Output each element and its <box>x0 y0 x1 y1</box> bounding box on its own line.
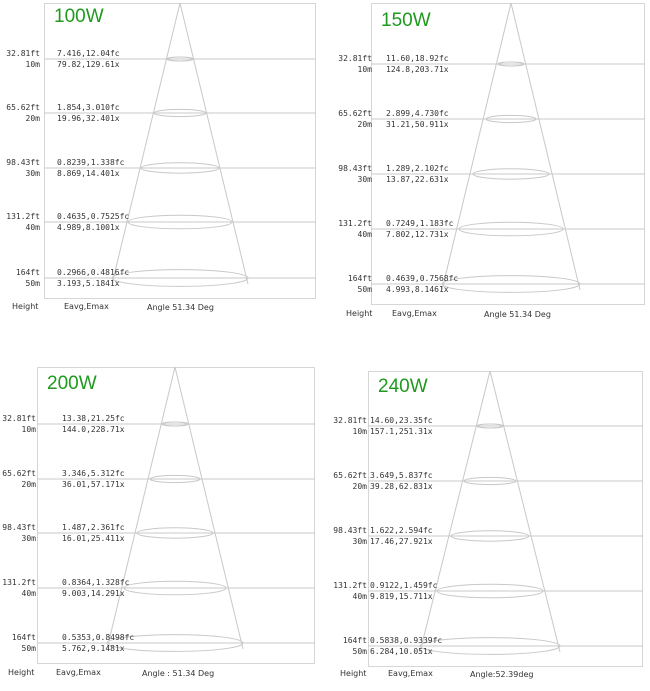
height-m-label: 20m <box>25 114 40 123</box>
illuminance-fc-label: 0.4639,0.7568fc <box>386 274 459 283</box>
height-ft-label: 32.81ft <box>333 416 367 425</box>
height-ft-label: 65.62ft <box>333 471 367 480</box>
wattage-title: 200W <box>47 373 97 394</box>
height-ft-label: 164ft <box>347 274 372 283</box>
illuminance-lx-label: 5.762,9.1481x <box>62 644 125 653</box>
height-ft-label: 164ft <box>342 636 367 645</box>
illuminance-fc-label: 0.8364,1.328fc <box>62 578 130 587</box>
height-ft-label: 164ft <box>15 268 40 277</box>
eavg-emax-column-label: Eavg,Emax <box>64 302 109 311</box>
height-ft-label: 164ft <box>11 633 36 642</box>
height-ft-label: 131.2ft <box>2 578 36 587</box>
illuminance-lx-label: 31.21,50.911x <box>386 120 449 129</box>
height-ft-label: 131.2ft <box>338 219 372 228</box>
height-column-label: Height <box>12 302 39 311</box>
height-m-label: 10m <box>357 65 372 74</box>
height-m-label: 50m <box>21 644 36 653</box>
height-m-label: 50m <box>352 647 367 656</box>
illuminance-fc-label: 11.60,18.92fc <box>386 54 449 63</box>
illuminance-lx-label: 8.869,14.401x <box>57 169 120 178</box>
height-ft-label: 98.43ft <box>6 158 40 167</box>
wattage-title: 240W <box>378 376 428 397</box>
height-m-label: 40m <box>352 592 367 601</box>
eavg-emax-column-label: Eavg,Emax <box>392 309 437 318</box>
height-column-label: Height <box>340 669 367 678</box>
height-ft-label: 98.43ft <box>2 523 36 532</box>
illuminance-fc-label: 1.289,2.102fc <box>386 164 449 173</box>
height-m-label: 20m <box>357 120 372 129</box>
illuminance-fc-label: 0.2966,0.4816fc <box>57 268 130 277</box>
illuminance-fc-label: 2.899,4.730fc <box>386 109 449 118</box>
illuminance-lx-label: 79.82,129.61x <box>57 60 120 69</box>
beam-angle-label: Angle : 51.34 Deg <box>142 669 215 678</box>
height-column-label: Height <box>8 668 35 677</box>
height-ft-label: 65.62ft <box>2 469 36 478</box>
illuminance-fc-label: 3.649,5.837fc <box>370 471 433 480</box>
height-m-label: 30m <box>21 534 36 543</box>
illuminance-fc-label: 0.9122,1.459fc <box>370 581 438 590</box>
height-m-label: 30m <box>352 537 367 546</box>
wattage-title: 150W <box>381 10 431 31</box>
illuminance-lx-label: 9.819,15.711x <box>370 592 433 601</box>
cone-edge-right <box>490 371 560 652</box>
illuminance-fc-label: 13.38,21.25fc <box>62 414 125 423</box>
height-m-label: 30m <box>25 169 40 178</box>
height-m-label: 50m <box>25 279 40 288</box>
height-m-label: 30m <box>357 175 372 184</box>
height-ft-label: 65.62ft <box>338 109 372 118</box>
height-ft-label: 98.43ft <box>333 526 367 535</box>
illuminance-lx-label: 4.989,8.1001x <box>57 223 120 232</box>
height-m-label: 10m <box>25 60 40 69</box>
illuminance-lx-label: 157.1,251.31x <box>370 427 433 436</box>
wattage-title: 100W <box>54 6 104 27</box>
cone-edge-left <box>420 371 490 652</box>
height-m-label: 20m <box>21 480 36 489</box>
illuminance-fc-label: 3.346,5.312fc <box>62 469 125 478</box>
beam-angle-label: Angle 51.34 Deg <box>484 310 551 319</box>
height-m-label: 40m <box>25 223 40 232</box>
beam-angle-label: Angle 51.34 Deg <box>147 303 214 312</box>
height-ft-label: 98.43ft <box>338 164 372 173</box>
illuminance-fc-label: 1.487,2.361fc <box>62 523 125 532</box>
illuminance-fc-label: 0.5353,0.8498fc <box>62 633 135 642</box>
illuminance-fc-label: 1.622,2.594fc <box>370 526 433 535</box>
height-ft-label: 32.81ft <box>6 49 40 58</box>
illuminance-lx-label: 9.003,14.291x <box>62 589 125 598</box>
height-m-label: 40m <box>357 230 372 239</box>
height-m-label: 50m <box>357 285 372 294</box>
height-column-label: Height <box>346 309 373 318</box>
illuminance-lx-label: 39.28,62.831x <box>370 482 433 491</box>
illuminance-lx-label: 3.193,5.1841x <box>57 279 120 288</box>
illuminance-lx-label: 6.284,10.051x <box>370 647 433 656</box>
height-m-label: 10m <box>352 427 367 436</box>
illuminance-lx-label: 36.01,57.171x <box>62 480 125 489</box>
illuminance-lx-label: 7.802,12.731x <box>386 230 449 239</box>
height-m-label: 20m <box>352 482 367 491</box>
height-ft-label: 32.81ft <box>338 54 372 63</box>
height-ft-label: 131.2ft <box>333 581 367 590</box>
illuminance-lx-label: 17.46,27.921x <box>370 537 433 546</box>
eavg-emax-column-label: Eavg,Emax <box>56 668 101 677</box>
beam-angle-label: Angle:52.39deg <box>470 670 534 679</box>
illuminance-fc-label: 14.60,23.35fc <box>370 416 433 425</box>
illuminance-lx-label: 19.96,32.401x <box>57 114 120 123</box>
illuminance-fc-label: 0.8239,1.338fc <box>57 158 125 167</box>
illuminance-fc-label: 0.5838,0.9339fc <box>370 636 443 645</box>
height-ft-label: 131.2ft <box>6 212 40 221</box>
height-ft-label: 32.81ft <box>2 414 36 423</box>
illuminance-lx-label: 4.993,8.1461x <box>386 285 449 294</box>
illuminance-fc-label: 0.4635,0.7525fc <box>57 212 130 221</box>
illuminance-lx-label: 144.0,228.71x <box>62 425 125 434</box>
illuminance-fc-label: 0.7249,1.183fc <box>386 219 454 228</box>
illuminance-fc-label: 1.854,3.010fc <box>57 103 120 112</box>
height-m-label: 40m <box>21 589 36 598</box>
eavg-emax-column-label: Eavg,Emax <box>388 669 433 678</box>
illuminance-lx-label: 124.8,203.71x <box>386 65 449 74</box>
illuminance-lx-label: 16.01,25.411x <box>62 534 125 543</box>
height-ft-label: 65.62ft <box>6 103 40 112</box>
illuminance-lx-label: 13.87,22.631x <box>386 175 449 184</box>
illuminance-fc-label: 7.416,12.04fc <box>57 49 120 58</box>
height-m-label: 10m <box>21 425 36 434</box>
